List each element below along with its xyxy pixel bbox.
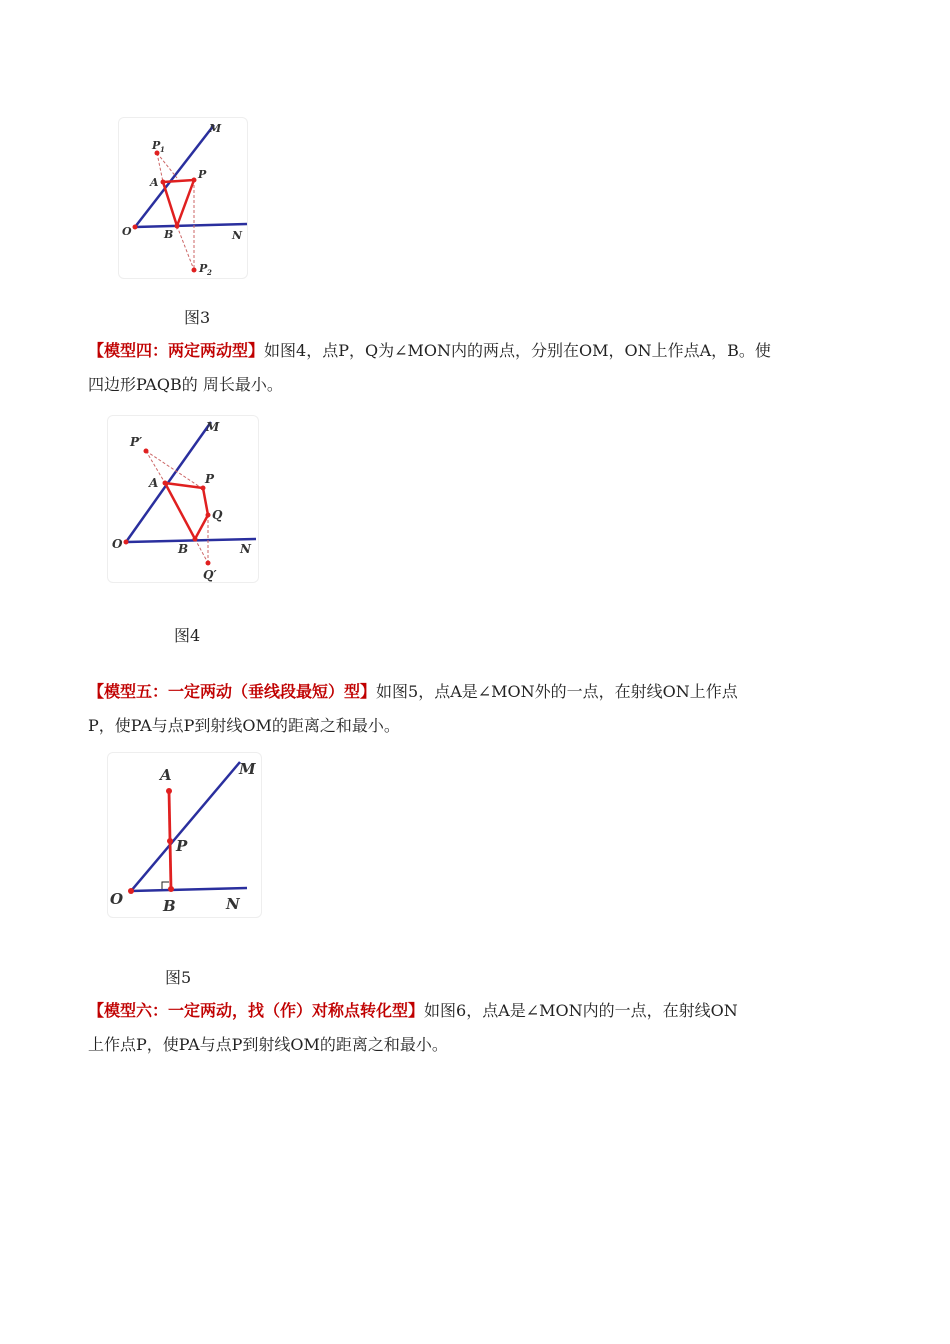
label-o: O — [112, 537, 123, 551]
figure-5-caption: 图5 — [165, 968, 192, 987]
label-m: M — [209, 122, 222, 135]
label-p1-subscript: 1 — [160, 145, 165, 154]
label-p2-subscript: 2 — [207, 268, 212, 277]
model-4-text-2: 四边形PAQB的 周长最小。 — [88, 375, 283, 394]
figure-3-caption: 图3 — [184, 308, 211, 327]
label-a: A — [149, 476, 159, 490]
label-m: M — [239, 760, 256, 778]
figure-4-diagram — [108, 416, 258, 582]
label-p1: P — [152, 139, 161, 152]
model-6-paragraph — [88, 994, 868, 1062]
label-p: P — [205, 472, 215, 486]
label-p: P — [176, 837, 188, 855]
figure-4 — [107, 415, 259, 583]
label-p-prime: P′ — [130, 435, 143, 449]
label-m: M — [206, 420, 220, 434]
model-4-text-1: 如图4，点P，Q为∠MON内的两点，分别在OM，ON上作点A，B。使 — [264, 341, 771, 360]
label-n: N — [226, 895, 240, 913]
model-6-text-2: 上作点P，使PA与点P到射线OM的距离之和最小。 — [88, 1035, 448, 1054]
model-4-paragraph — [88, 334, 868, 402]
label-n: N — [240, 542, 251, 556]
label-n: N — [232, 229, 243, 242]
label-a: A — [150, 176, 159, 189]
label-p2: P — [199, 262, 208, 275]
model-6-text-1: 如图6，点A是∠MON内的一点，在射线ON — [424, 1001, 738, 1020]
model-5-text-1: 如图5，点A是∠MON外的一点，在射线ON上作点 — [376, 682, 738, 701]
model-5-title: 【模型五：一定两动（垂线段最短）型】 — [88, 682, 377, 701]
label-q-prime: Q′ — [203, 568, 217, 582]
label-p: P — [198, 168, 207, 181]
model-6-line-1 — [88, 994, 868, 1028]
figure-5-diagram — [108, 753, 261, 917]
model-5-line-1 — [88, 675, 868, 709]
label-o: O — [110, 890, 124, 908]
label-a: A — [160, 766, 172, 784]
model-5-text-2: P，使PA与点P到射线OM的距离之和最小。 — [88, 716, 400, 735]
model-4-line-1 — [88, 334, 868, 368]
figure-5 — [107, 752, 262, 918]
figure-4-caption: 图4 — [174, 626, 201, 645]
model-6-title: 【模型六：一定两动，找（作）对称点转化型】 — [88, 1001, 425, 1020]
figure-3 — [118, 117, 248, 279]
figure-3-diagram — [119, 118, 247, 278]
label-o: O — [122, 225, 132, 238]
label-q: Q — [212, 508, 223, 522]
label-b: B — [163, 897, 176, 915]
label-b: B — [178, 542, 189, 556]
label-b: B — [164, 228, 174, 241]
model-5-paragraph — [88, 675, 868, 743]
model-4-title: 【模型四：两定两动型】 — [88, 341, 265, 360]
